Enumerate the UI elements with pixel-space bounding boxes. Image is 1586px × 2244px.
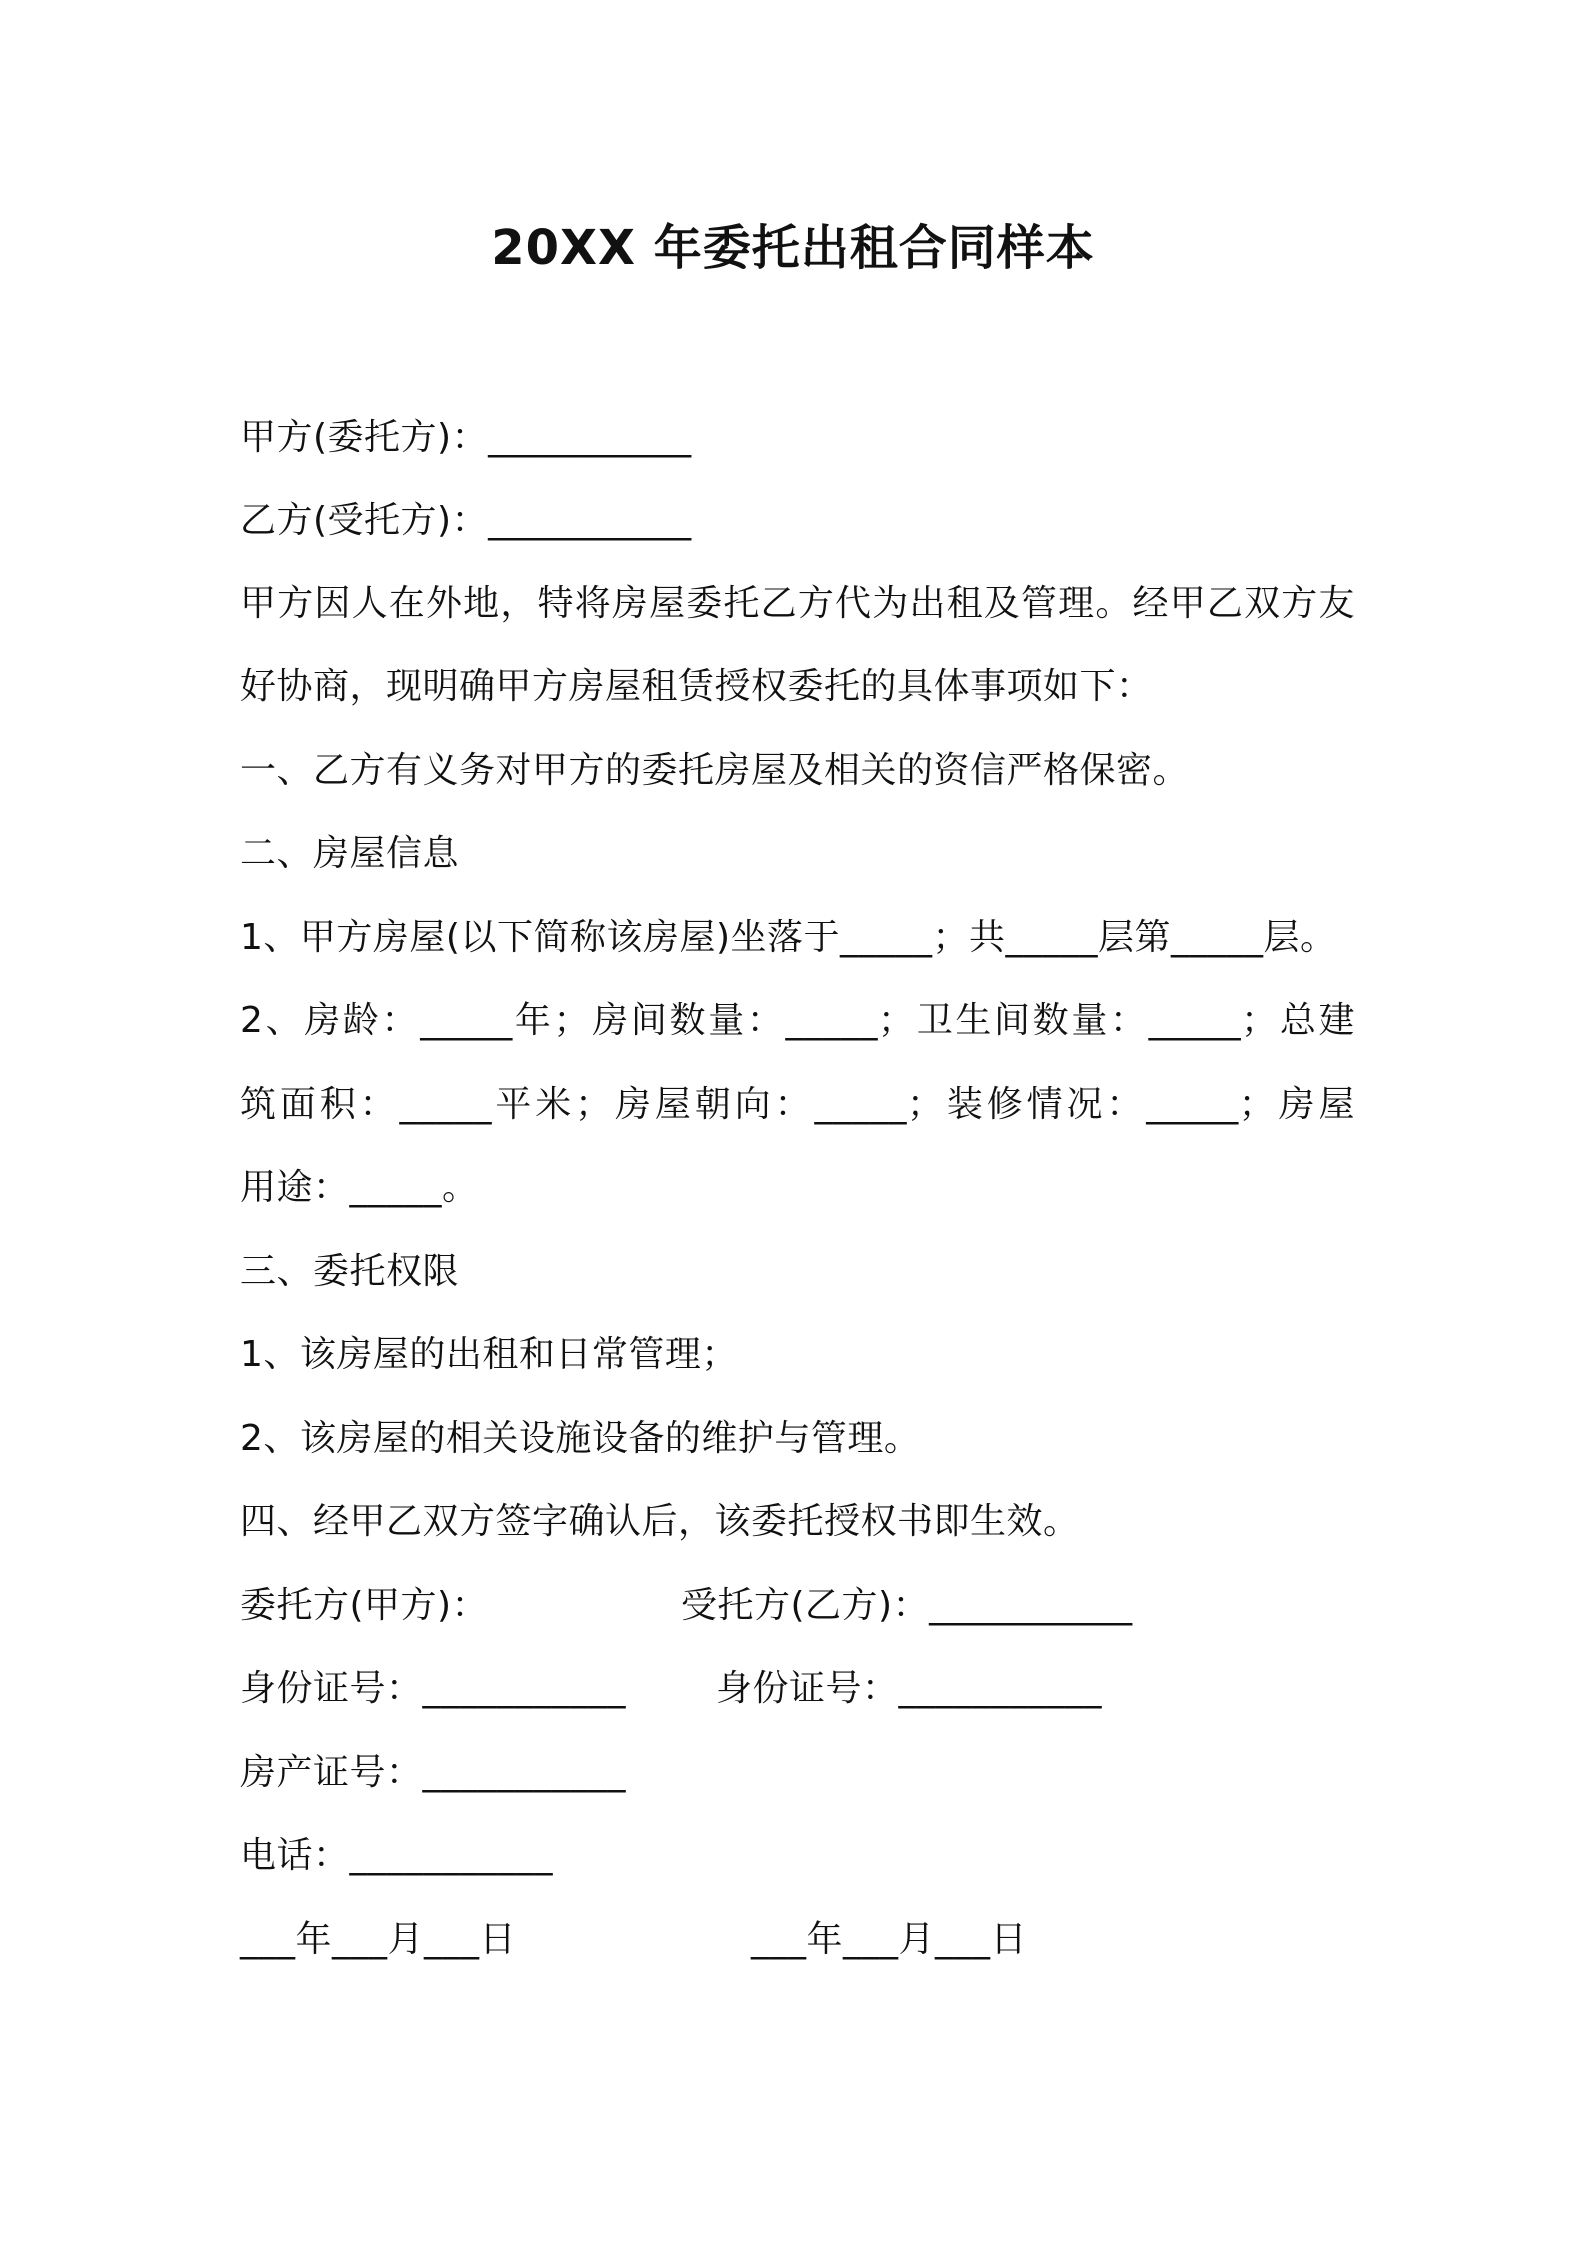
signature-principal-id: 身份证号：___________: [240, 1668, 627, 1709]
clause-1: 一、乙方有义务对甲方的委托房屋及相关的资信严格保密。: [240, 750, 1190, 791]
document-title: 20XX 年委托出租合同样本: [491, 220, 1095, 276]
clause-3-item-2: 2、该房屋的相关设施设备的维护与管理。: [240, 1418, 921, 1459]
signature-agent-id: 身份证号：___________: [716, 1668, 1103, 1709]
clause-2-heading: 二、房屋信息: [240, 833, 460, 874]
party-b-line: 乙方(受托方)：___________: [240, 500, 692, 541]
signature-phone: 电话：___________: [240, 1835, 554, 1876]
signature-principal-label: 委托方(甲方)：: [240, 1585, 489, 1626]
signature-agent-label: 受托方(乙方)：___________: [681, 1585, 1133, 1626]
clause-2-item-2-line-1: 2、房龄：_____年；房间数量：_____；卫生间数量：_____；总建: [240, 1000, 1355, 1041]
clause-4: 四、经甲乙双方签字确认后，该委托授权书即生效。: [240, 1501, 1080, 1542]
clause-2-item-2-line-3: 用途：_____。: [240, 1167, 479, 1208]
signature-agent-date: ___年___月___日: [751, 1919, 1028, 1960]
clause-3-heading: 三、委托权限: [240, 1251, 460, 1292]
party-a-line: 甲方(委托方)：___________: [240, 417, 692, 458]
clause-3-item-1: 1、该房屋的出租和日常管理；: [240, 1334, 738, 1375]
signature-property-certificate: 房产证号：___________: [240, 1752, 627, 1793]
intro-paragraph-line-2: 好协商，现明确甲方房屋租赁授权委托的具体事项如下：: [240, 666, 1153, 707]
signature-principal-date: ___年___月___日: [240, 1919, 517, 1960]
clause-2-item-1: 1、甲方房屋(以下简称该房屋)坐落于_____；共_____层第_____层。: [240, 917, 1337, 958]
intro-paragraph-line-1: 甲方因人在外地，特将房屋委托乙方代为出租及管理。经甲乙双方友: [240, 583, 1355, 624]
clause-2-item-2-line-2: 筑面积：_____平米；房屋朝向：_____；装修情况：_____；房屋: [240, 1084, 1355, 1125]
